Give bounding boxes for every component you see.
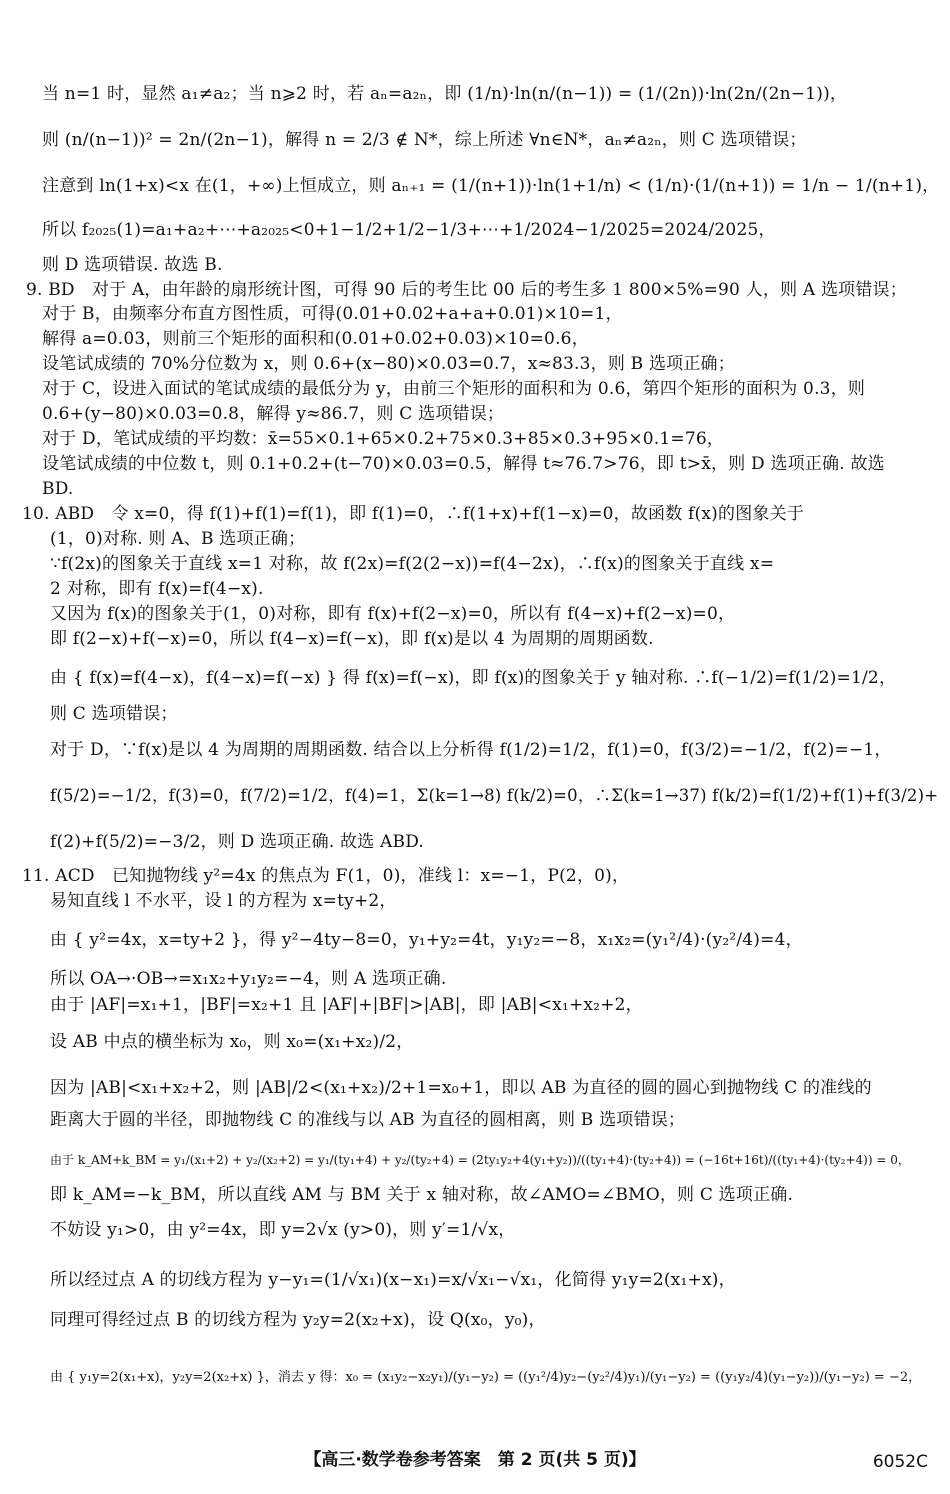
text-line: 所以经过点 A 的切线方程为 y−y₁=(1/√x₁)(x−x₁)=x/√x₁−√x₁，化简得 y₁y=2(x₁+x)， (50, 1270, 736, 1290)
text-line: ∵f(2x)的图象关于直线 x=1 对称，故 f(2x)=f(2(2−x))=f(4−2x)，∴f(x)的图象关于直线 x= (50, 554, 775, 574)
text-line: 则 C 选项错误； (50, 704, 178, 724)
text-line: 解得 a=0.03，则前三个矩形的面积和(0.01+0.02+0.03)×10=0.6， (42, 329, 589, 349)
text-line: 0.6+(y−80)×0.03=0.8，解得 y≈86.7，则 C 选项错误； (42, 404, 505, 424)
text-line: 设 AB 中点的横坐标为 x₀，则 x₀=(x₁+x₂)/2， (50, 1032, 414, 1052)
text-line: 距离大于圆的半径，即抛物线 C 的准线与以 AB 为直径的圆相离，则 B 选项错误； (50, 1110, 686, 1130)
text-line: BD. (42, 479, 74, 499)
text-line: 同理可得经过点 B 的切线方程为 y₂y=2(x₂+x)，设 Q(x₀，y₀)， (50, 1310, 546, 1330)
question-heading-line: 9. BD 对于 A，由年龄的扇形统计图，可得 90 后的考生比 00 后的考生多 1 800×5%=90 人，则 A 选项错误； (26, 280, 907, 300)
text-line: (1，0)对称. 则 A、B 选项正确； (50, 529, 306, 549)
text-line: 对于 C，设进入面试的笔试成绩的最低分为 y，由前三个矩形的面积和为 0.6，第四个矩形的面积为 0.3，则 (42, 379, 866, 399)
text-line: 注意到 ln(1+x)<x 在(1，+∞)上恒成立，则 aₙ₊₁ = (1/(n+1))·ln(1+1/n) < (1/n)·(1/(n+1)) = 1/n − 1/(n+1)， (42, 176, 940, 196)
text-line: 因为 |AB|<x₁+x₂+2，则 |AB|/2<(x₁+x₂)/2+1=x₀+1，即以 AB 为直径的圆的圆心到抛物线 C 的准线的 (50, 1078, 872, 1098)
text-line: 所以 f₂₀₂₅(1)=a₁+a₂+⋯+a₂₀₂₅<0+1−1/2+1/2−1/3+⋯+1/2024−1/2025=2024/2025， (42, 220, 776, 240)
question-heading-line: 10. ABD 令 x=0，得 f(1)+f(1)=f(1)，即 f(1)=0，∴f(1+x)+f(1−x)=0，故函数 f(x)的图象关于 (22, 504, 804, 524)
text-line: 2 对称，即有 f(x)=f(4−x). (50, 579, 264, 599)
text-line: f(5/2)=−1/2，f(3)=0，f(7/2)=1/2，f(4)=1，Σ(k=1→8) f(k/2)=0，∴Σ(k=1→37) f(k/2)=f(1/2)+f(1)+f(3/2)+ (50, 786, 939, 805)
text-line: 即 k_AM=−k_BM，所以直线 AM 与 BM 关于 x 轴对称，故∠AMO=∠BMO，则 C 选项正确. (50, 1185, 794, 1205)
text-line: 所以 OA→·OB→=x₁x₂+y₁y₂=−4，则 A 选项正确. (50, 969, 447, 989)
text-line: 由于 k_AM+k_BM = y₁/(x₁+2) + y₂/(x₂+2) = y₁/(ty₁+4) + y₂/(ty₂+4) = (2ty₁y₂+4(y₁+y₂))/((ty₁+4)·(ty₂+4)) = (−16t+16t)/((ty₁+4)·(ty₂+4)) = 0， (50, 1153, 910, 1167)
text-line: 则 (n/(n−1))² = 2n/(2n−1)，解得 n = 2/3 ∉ N*，综上所述 ∀n∈N*，aₙ≠a₂ₙ，则 C 选项错误； (42, 130, 807, 150)
text-line: 由于 |AF|=x₁+1，|BF|=x₂+1 且 |AF|+|BF|>|AB|，即 |AB|<x₁+x₂+2， (50, 995, 643, 1015)
text-line: f(2)+f(5/2)=−3/2，则 D 选项正确. 故选 ABD. (50, 832, 425, 852)
question-heading-line: 11. ACD 已知抛物线 y²=4x 的焦点为 F(1，0)，准线 l：x=−1，P(2，0)， (22, 866, 630, 886)
page-footer-code: 6052C (872, 1452, 928, 1472)
text-line: 又因为 f(x)的图象关于(1，0)对称，即有 f(x)+f(2−x)=0，所以有 f(4−x)+f(2−x)=0， (50, 604, 736, 624)
text-line: 不妨设 y₁>0，由 y²=4x，即 y=2√x (y>0)，则 y′=1/√x， (50, 1220, 516, 1240)
text-line: 由 { f(x)=f(4−x)，f(4−x)=f(−x) } 得 f(x)=f(−x)，即 f(x)的图象关于 y 轴对称. ∴f(−1/2)=f(1/2)=1/2， (50, 668, 897, 688)
text-line: 设笔试成绩的中位数 t，则 0.1+0.2+(t−70)×0.03=0.5，解得 t≈76.7>76，即 t>x̄，则 D 选项正确. 故选 (42, 454, 885, 474)
text-line: 对于 B，由频率分布直方图性质，可得(0.01+0.02+a+a+0.01)×10=1， (42, 304, 623, 324)
text-line: 对于 D，∵f(x)是以 4 为周期的周期函数. 结合以上分析得 f(1/2)=1/2，f(1)=0，f(3/2)=−1/2，f(2)=−1， (50, 740, 892, 760)
text-line: 易知直线 l 不水平，设 l 的方程为 x=ty+2， (50, 891, 397, 911)
text-line: 则 D 选项错误. 故选 B. (42, 255, 223, 275)
text-line: 对于 D，笔试成绩的平均数：x̄=55×0.1+65×0.2+75×0.3+85×0.3+95×0.1=76， (42, 429, 725, 449)
page-footer-title: 【高三·数学卷参考答案 第 2 页(共 5 页)】 (304, 1450, 646, 1470)
text-line: 当 n=1 时，显然 a₁≠a₂；当 n⩾2 时，若 aₙ=a₂ₙ，即 (1/n)·ln(n/(n−1)) = (1/(2n))·ln(2n/(2n−1))， (42, 84, 848, 104)
text-line: 设笔试成绩的 70%分位数为 x，则 0.6+(x−80)×0.03=0.7，x≈83.3，则 B 选项正确； (42, 354, 735, 374)
text-line: 由 { y²=4x，x=ty+2 }，得 y²−4ty−8=0，y₁+y₂=4t，y₁y₂=−8，x₁x₂=(y₁²/4)·(y₂²/4)=4， (50, 930, 803, 950)
text-line: 由 { y₁y=2(x₁+x)，y₂y=2(x₂+x) }，消去 y 得：x₀ = (x₁y₂−x₂y₁)/(y₁−y₂) = ((y₁²/4)y₂−(y₂²/4)y₁)/(y₁−y₂) = ((y₁y₂/4)(y₁−y₂))/(y₁−y₂) = −2， (50, 1370, 922, 1385)
text-line: 即 f(2−x)+f(−x)=0，所以 f(4−x)=f(−x)，即 f(x)是以 4 为周期的周期函数. (50, 629, 654, 649)
